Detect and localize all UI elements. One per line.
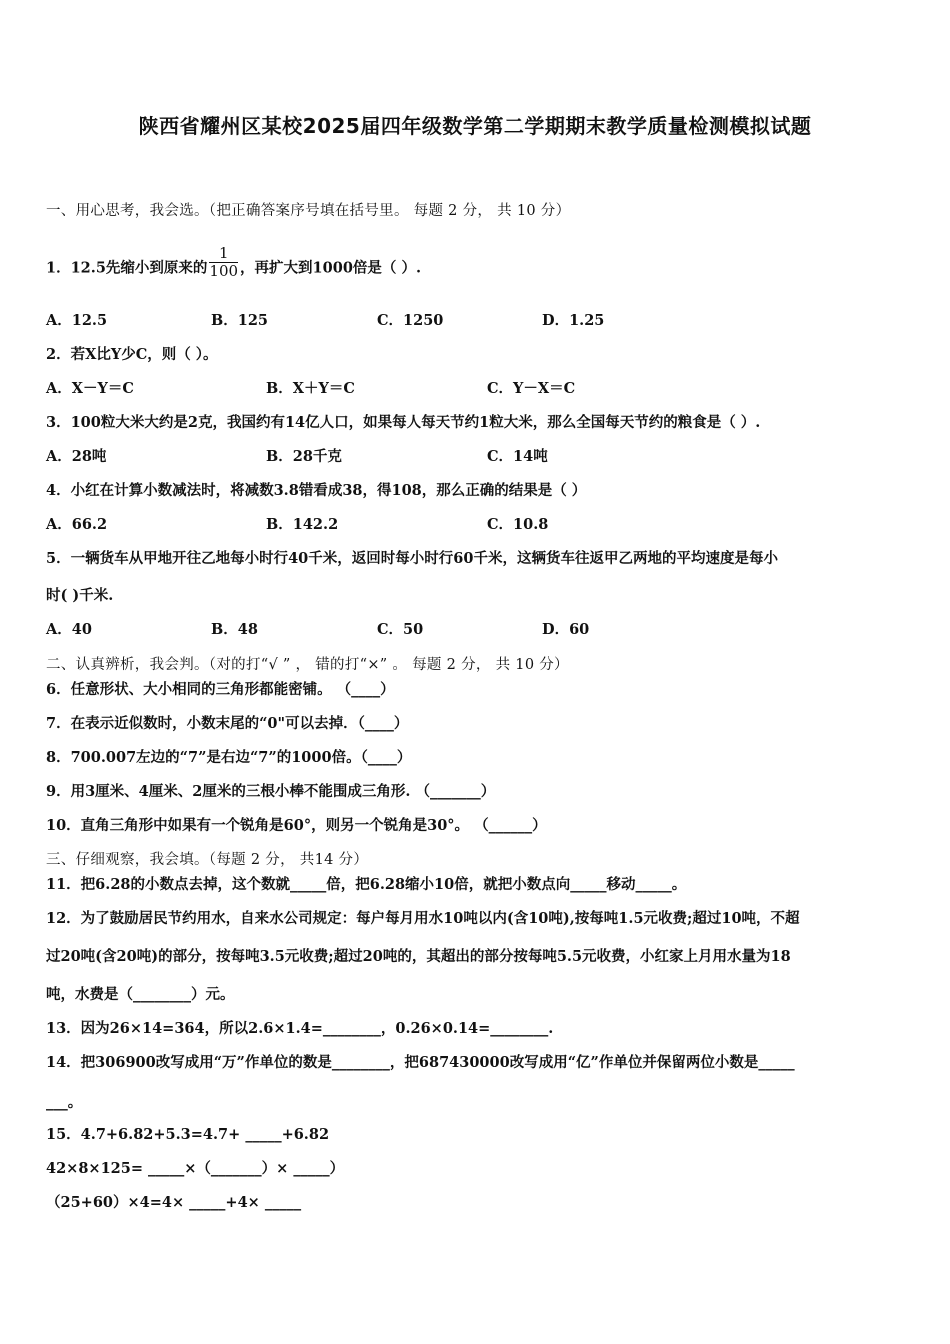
question-15-line-3: （25+60）×4=4× _____+4× _____ bbox=[46, 1194, 302, 1211]
question-9: 9．用3厘米、4厘米、2厘米的三根小棒不能围成三角形. （_______） bbox=[46, 783, 496, 800]
question-2: 2．若X比Y少C，则（ ）。 bbox=[46, 346, 218, 363]
question-1-text-post: ，再扩大到1000倍是（ ）. bbox=[240, 259, 421, 277]
question-12-line-2: 过20吨(含20吨)的部分，按每吨3.5元收费;超过20吨的，其超出的部分按每吨5.5元收费，小红家上月用水量为18 bbox=[46, 948, 791, 965]
fraction-denominator: 100 bbox=[209, 262, 239, 280]
question-14-line-2: ___。 bbox=[46, 1094, 83, 1111]
fraction-numerator: 1 bbox=[209, 245, 238, 263]
question-1-text-pre: 1．12.5先缩小到原来的 bbox=[46, 259, 208, 277]
question-5-line-2: 时( )千米. bbox=[46, 587, 114, 604]
option-c[interactable]: C．50 bbox=[377, 621, 424, 638]
option-d[interactable]: D．1.25 bbox=[542, 312, 605, 329]
option-c[interactable]: C．Y－X＝C bbox=[487, 380, 576, 397]
option-a[interactable]: A．66.2 bbox=[46, 516, 108, 533]
option-a[interactable]: A．40 bbox=[46, 621, 92, 638]
section-3-heading: 三、仔细观察，我会填。（每题 2 分， 共14 分） bbox=[46, 852, 369, 868]
question-13: 13．因为26×14=364，所以2.6×1.4=________，0.26×0.14=________. bbox=[46, 1020, 554, 1037]
fraction-one-hundredth bbox=[209, 245, 238, 280]
question-15-line-1: 15．4.7+6.82+5.3=4.7+ _____+6.82 bbox=[46, 1126, 330, 1143]
question-1-options bbox=[46, 311, 906, 331]
option-a[interactable]: A．X－Y＝C bbox=[46, 380, 134, 397]
option-a[interactable]: A．28吨 bbox=[46, 448, 107, 465]
question-12-line-3: 吨，水费是（________）元。 bbox=[46, 986, 235, 1003]
option-b[interactable]: B．X＋Y＝C bbox=[266, 380, 355, 397]
option-b[interactable]: B．48 bbox=[211, 621, 258, 638]
question-14-line-1: 14．把306900改写成用“万”作单位的数是________，把687430000改写成用“亿”作单位并保留两位小数是_____ bbox=[46, 1054, 795, 1071]
option-c[interactable]: C．10.8 bbox=[487, 516, 549, 533]
question-12-line-1: 12．为了鼓励居民节约用水，自来水公司规定：每户每月用水10吨以内(含10吨),按每吨1.5元收费;超过10吨，不超 bbox=[46, 910, 800, 927]
section-2-heading: 二、认真辨析，我会判。（对的打“√ ” ， 错的打“×” 。 每题 2 分， 共 10 分） bbox=[46, 657, 569, 673]
page-title: 陕西省耀州区某校2025届四年级数学第二学期期末教学质量检测模拟试题 bbox=[138, 114, 812, 138]
question-5-line-1: 5．一辆货车从甲地开往乙地每小时行40千米，返回时每小时行60千米，这辆货车往返甲乙两地的平均速度是每小 bbox=[46, 550, 778, 567]
option-d[interactable]: D．60 bbox=[542, 621, 590, 638]
question-8: 8．700.007左边的“7”是右边“7”的1000倍。（____） bbox=[46, 749, 412, 766]
question-4: 4．小红在计算小数减法时，将减数3.8错看成38，得108，那么正确的结果是（ ） bbox=[46, 482, 587, 499]
option-c[interactable]: C．1250 bbox=[377, 312, 444, 329]
option-a[interactable]: A．12.5 bbox=[46, 312, 108, 329]
option-b[interactable]: B．142.2 bbox=[266, 516, 339, 533]
question-7: 7．在表示近似数时，小数末尾的“0"可以去掉．（____） bbox=[46, 715, 409, 732]
question-2-options bbox=[46, 379, 906, 399]
option-b[interactable]: B．125 bbox=[211, 312, 269, 329]
question-4-options bbox=[46, 515, 906, 535]
option-b[interactable]: B．28千克 bbox=[266, 448, 342, 465]
question-15-line-2: 42×8×125= _____×（_______）× _____） bbox=[46, 1160, 345, 1177]
question-3: 3．100粒大米大约是2克，我国约有14亿人口，如果每人每天节约1粒大米，那么全国每天节约的粮食是（ ）. bbox=[46, 414, 761, 431]
question-10: 10．直角三角形中如果有一个锐角是60°，则另一个锐角是30°。 （______） bbox=[46, 817, 547, 834]
question-5-options bbox=[46, 620, 906, 640]
question-11: 11．把6.28的小数点去掉，这个数就_____倍，把6.28缩小10倍，就把小数点向_____移动_____。 bbox=[46, 876, 687, 893]
section-1-heading: 一、用心思考，我会选。（把正确答案序号填在括号里。 每题 2 分， 共 10 分） bbox=[46, 203, 571, 219]
question-6: 6．任意形状、大小相同的三角形都能密铺。 （____） bbox=[46, 681, 395, 698]
question-3-options bbox=[46, 447, 906, 467]
option-c[interactable]: C．14吨 bbox=[487, 448, 548, 465]
question-1 bbox=[46, 244, 421, 286]
